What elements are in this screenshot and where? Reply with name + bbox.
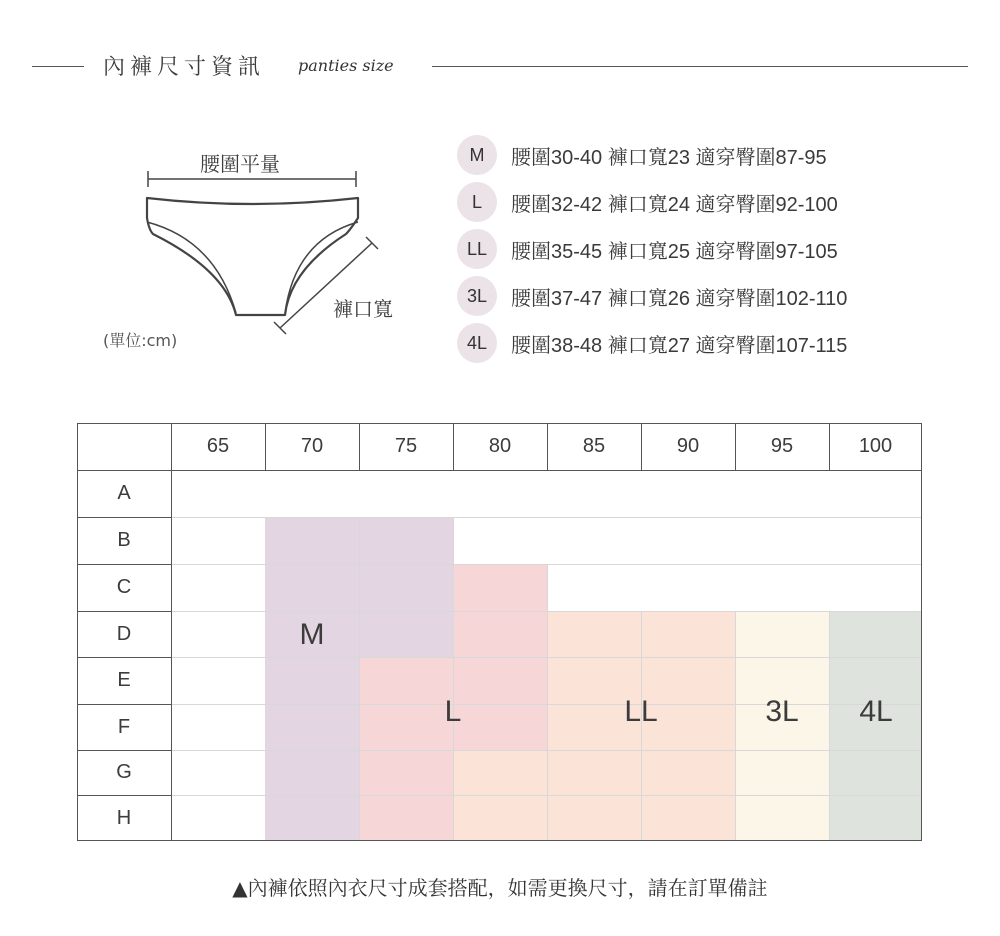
- spec-row-l: [457, 182, 838, 222]
- header-rule-left: [32, 66, 84, 67]
- zone-label-l: L: [444, 695, 462, 728]
- size-badge: 4L: [457, 323, 497, 363]
- page-title: 內褲尺寸資訊: [103, 55, 266, 80]
- leg-opening-label: 褲口寬: [333, 297, 393, 321]
- row-label: C: [116, 576, 132, 598]
- spec-row-ll: [457, 229, 838, 269]
- zone-label-m: M: [299, 618, 325, 651]
- size-badge: LL: [457, 229, 497, 269]
- row-label: D: [116, 622, 132, 645]
- zone-m: [359, 517, 453, 657]
- size-badge: M: [457, 135, 497, 175]
- footnote: ▲內褲依照內衣尺寸成套搭配，如需更換尺寸，請在訂單備註: [232, 876, 768, 900]
- zone-label-4l: 4L: [859, 695, 893, 728]
- zone-label-3l: 3L: [765, 695, 799, 728]
- column-header: 90: [676, 435, 700, 457]
- zone-label-ll: LL: [624, 695, 658, 728]
- spec-row-4l: [457, 323, 847, 363]
- row-label: B: [117, 529, 131, 551]
- row-label: A: [117, 482, 131, 504]
- header-rule-right: [432, 66, 968, 67]
- spec-text: 腰圍30-40 褲口寬23 適穿臀圍87-95: [511, 146, 827, 169]
- spec-text: 腰圍35-45 褲口寬25 適穿臀圍97-105: [511, 240, 838, 263]
- column-header: 95: [770, 435, 794, 457]
- spec-row-3l: [457, 276, 847, 316]
- column-header: 70: [300, 435, 324, 457]
- row-label: E: [117, 669, 131, 691]
- spec-text: 腰圍32-42 褲口寬24 適穿臀圍92-100: [511, 193, 838, 216]
- row-label: H: [116, 806, 132, 829]
- waist-label: 腰圍平量: [200, 152, 280, 176]
- spec-text: 腰圍38-48 褲口寬27 適穿臀圍107-115: [511, 334, 848, 357]
- column-header: 85: [582, 435, 606, 457]
- zone-m: [265, 517, 359, 841]
- size-badge: 3L: [457, 276, 497, 316]
- spec-text: 腰圍37-47 褲口寬26 適穿臀圍102-110: [511, 287, 848, 310]
- column-header: 75: [394, 435, 418, 457]
- column-header: 65: [206, 435, 230, 457]
- spec-row-m: [457, 135, 827, 175]
- row-label: F: [117, 715, 131, 738]
- row-label: G: [116, 761, 132, 783]
- column-header: 80: [488, 435, 512, 457]
- zone-l: [359, 657, 453, 841]
- column-header: 100: [858, 435, 893, 457]
- size-chart-table: [77, 423, 922, 841]
- unit-label: (單位:cm): [103, 331, 178, 350]
- size-badge: L: [457, 182, 497, 222]
- page-subtitle-script: panties size: [298, 56, 394, 75]
